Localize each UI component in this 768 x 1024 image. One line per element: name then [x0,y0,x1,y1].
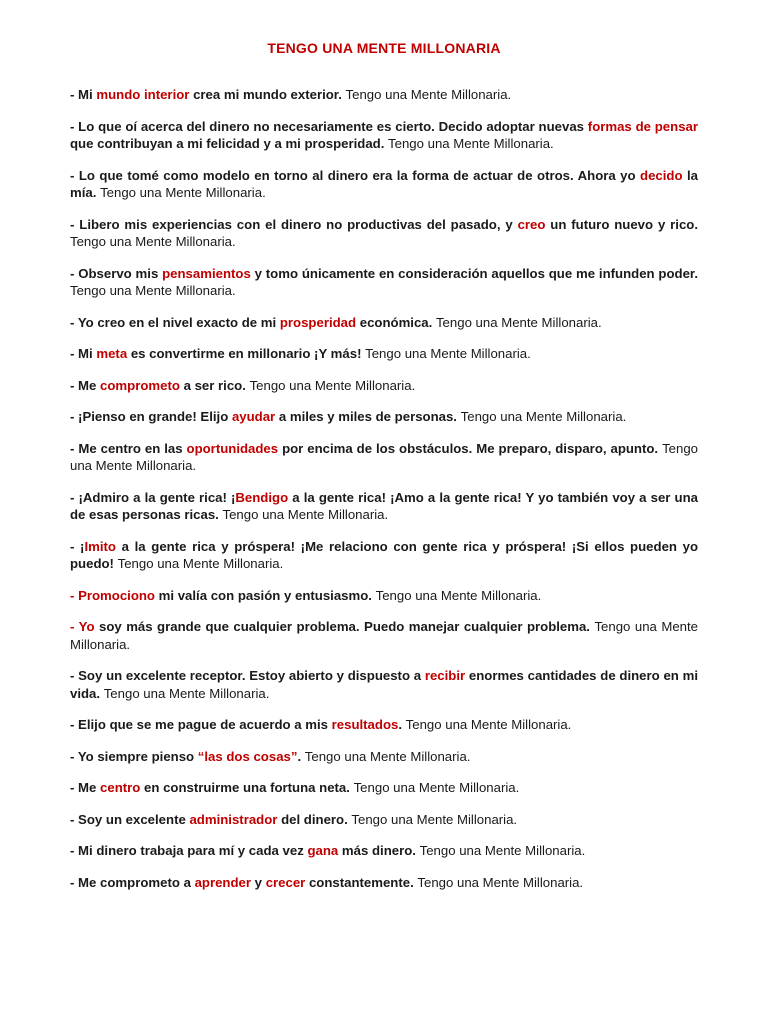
mantra-tail: Tengo una Mente Millonaria. [70,440,698,473]
mantra-tail: Tengo una Mente Millonaria. [345,87,512,102]
affirmation-item [70,265,698,300]
affirmation-item [70,216,698,251]
affirmation-item [70,314,698,332]
mantra-tail: Tengo una Mente Millonaria. [304,748,471,764]
highlighted-text: mundo interior [96,87,190,102]
affirmation-text: por encima de los obstáculos. Me preparo, disparo, apunto. [278,440,663,456]
mantra-tail: Tengo una Mente Millonaria. [117,556,284,571]
mantra-tail: Tengo una Mente Millonaria. [419,843,586,858]
affirmation-item [70,538,698,573]
mantra-tail: Tengo una Mente Millonaria. [353,780,520,795]
mantra-tail: Tengo una Mente Millonaria. [375,587,542,603]
affirmation-list [70,86,698,891]
affirmation-text: - ¡Admiro a la gente rica! ¡ [70,489,236,505]
highlighted-text: gana [307,843,339,858]
highlighted-text: Imito [84,538,116,554]
affirmation-text: a la gente rica! ¡Amo a la gente rica! Y yo también voy a ser una de esas personas ricas. [70,489,698,522]
document-page [70,40,698,905]
affirmation-text: que contribuyan a mi felicidad y a mi prosperidad. [70,136,389,151]
highlighted-text: oportunidades [186,440,279,456]
mantra-tail: Tengo una Mente Millonaria. [103,685,270,701]
mantra-tail: Tengo una Mente Millonaria. [70,283,236,298]
affirmation-text: - Mi dinero trabaja para mí y cada vez [70,843,308,858]
mantra-tail: Tengo una Mente Millonaria. [351,811,518,827]
affirmation-text: - Soy un excelente receptor. Estoy abierto y dispuesto a [70,668,425,683]
affirmation-text: - Lo que tomé como modelo en torno al dinero era la forma de actuar de otros. Ahora yo [70,167,641,183]
affirmation-text: - Me [70,377,101,393]
highlighted-text: recibir [424,668,466,683]
highlighted-text: creo [517,216,546,232]
highlighted-text: Bendigo [235,489,289,505]
affirmation-text: a ser rico. [179,377,250,393]
affirmation-item [70,118,698,153]
affirmation-text: es convertirme en millonario ¡Y más! [127,346,366,361]
highlighted-text: - [70,619,79,634]
affirmation-text: económica. [356,314,436,330]
affirmation-item [70,874,698,892]
affirmation-text: constantemente. [305,874,418,890]
highlighted-text: resultados [331,717,399,732]
highlighted-text: comprometo [100,377,180,393]
affirmation-text: crea mi mundo exterior. [189,87,346,102]
affirmation-text: soy más grande que cualquier problema. Puedo manejar cualquier problema. [94,619,595,634]
affirmation-text: - Me comprometo a [70,874,195,890]
mantra-tail: Tengo una Mente Millonaria. [417,874,584,890]
affirmation-text: más dinero. [338,843,420,858]
affirmation-text: . [297,748,305,764]
affirmation-text: - Libero mis experiencias con el dinero no productivas del pasado, y [70,216,518,232]
mantra-tail: Tengo una Mente Millonaria. [435,314,602,330]
highlighted-text: meta [96,346,128,361]
affirmation-item [70,748,698,766]
highlighted-text: Yo [78,619,95,634]
affirmation-text: - Mi [70,87,97,102]
mantra-tail: Tengo una Mente Millonaria. [70,234,236,249]
affirmation-text: enormes cantidades de dinero en mi vida. [70,668,698,701]
mantra-tail: Tengo una Mente Millonaria. [365,346,531,361]
affirmation-item [70,811,698,829]
highlighted-text: “las dos cosas” [197,748,298,764]
affirmation-text: - Elijo que se me pague de acuerdo a mis [70,717,332,732]
affirmation-text: a la gente rica y próspera! ¡Me relaciono con gente rica y próspera! ¡Si ellos pueden yo puedo! [70,538,698,571]
affirmation-text: - Me centro en las [70,440,187,456]
affirmation-item [70,489,698,524]
affirmation-item [70,167,698,202]
affirmation-item [70,842,698,860]
highlighted-text: administrador [189,811,278,827]
affirmation-text: . [398,717,406,732]
highlighted-text: - [70,587,79,603]
highlighted-text: Promociono [78,587,155,603]
affirmation-text: mi valía con pasión y entusiasmo. [155,587,376,603]
affirmation-text: y tomo únicamente en consideración aquellos que me infunden poder. [250,265,698,281]
affirmation-item [70,618,698,653]
affirmation-text: un futuro nuevo y rico. [545,216,698,232]
mantra-tail: Tengo una Mente Millonaria. [249,377,416,393]
affirmation-text: - Mi [70,346,97,361]
affirmation-text: - Lo que oí acerca del dinero no necesariamente es cierto. Decido adoptar nuevas [70,118,588,134]
affirmation-text: - ¡Pienso en grande! Elijo [70,409,232,424]
affirmation-text: en construirme una fortuna neta. [140,780,354,795]
affirmation-item [70,440,698,475]
highlighted-text: decido [640,167,683,183]
affirmation-item [70,86,698,104]
affirmation-text: - Yo creo en el nivel exacto de mi [70,314,280,330]
highlighted-text: crecer [265,874,306,890]
affirmation-item [70,408,698,426]
affirmation-item [70,716,698,734]
highlighted-text: centro [100,780,141,795]
highlighted-text: formas de pensar [587,118,698,134]
affirmation-text: - Observo mis [70,265,163,281]
highlighted-text: pensamientos [162,265,251,281]
page-title: TENGO UNA MENTE MILLONARIA [267,40,501,56]
mantra-tail: Tengo una Mente Millonaria. [70,619,698,652]
affirmation-text: - Yo siempre pienso [70,748,198,764]
mantra-tail: Tengo una Mente Millonaria. [222,507,389,522]
mantra-tail: Tengo una Mente Millonaria. [460,409,627,424]
highlighted-text: ayudar [231,409,276,424]
affirmation-text: a miles y miles de personas. [275,409,461,424]
mantra-tail: Tengo una Mente Millonaria. [388,136,554,151]
mantra-tail: Tengo una Mente Millonaria. [100,185,266,200]
affirmation-text: - ¡ [70,538,85,554]
mantra-tail: Tengo una Mente Millonaria. [405,717,572,732]
affirmation-item [70,779,698,797]
affirmation-text: - Soy un excelente [70,811,190,827]
affirmation-item [70,345,698,363]
affirmation-text: y [251,874,266,890]
highlighted-text: aprender [194,874,252,890]
affirmation-item [70,377,698,395]
affirmation-text: del dinero. [277,811,352,827]
affirmation-item [70,587,698,605]
affirmation-item [70,667,698,702]
highlighted-text: prosperidad [279,314,357,330]
affirmation-text: la mía. [70,167,699,200]
affirmation-text: - Me [70,780,101,795]
